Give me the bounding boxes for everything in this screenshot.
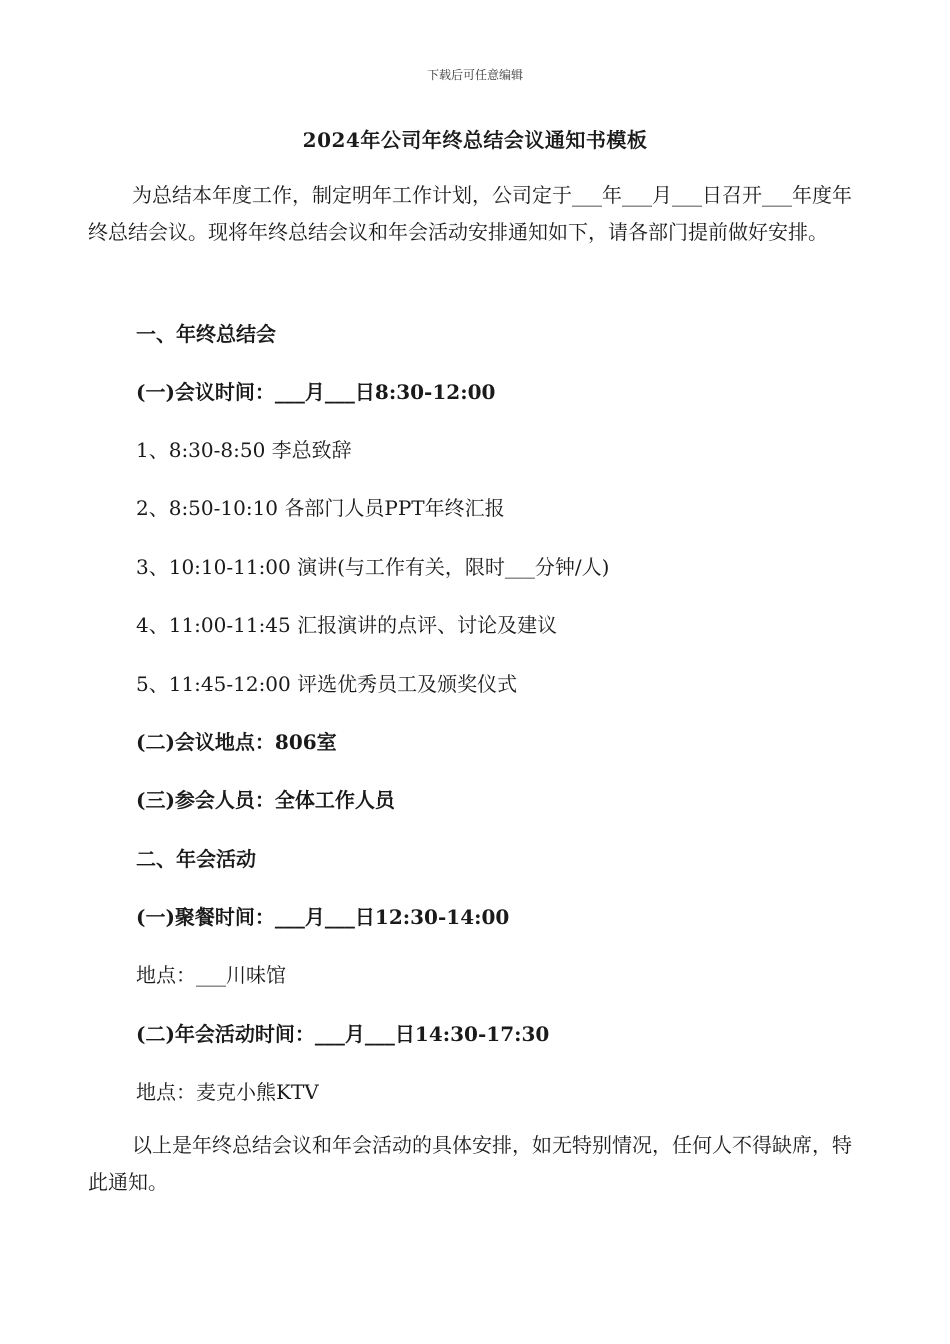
meeting-attendees: (三)参会人员：全体工作人员: [136, 788, 395, 812]
agenda-item: 5、11:45-12:00 评选优秀员工及颁奖仪式: [136, 672, 518, 696]
party-location: 地点：麦克小熊KTV: [136, 1080, 319, 1104]
agenda-item: 2、8:50-10:10 各部门人员PPT年终汇报: [136, 496, 505, 520]
agenda-item: 3、10:10-11:00 演讲(与工作有关，限时___分钟/人): [136, 555, 610, 579]
page-header: 下载后可任意编辑: [426, 68, 523, 82]
intro-paragraph: 为总结本年度工作，制定明年工作计划，公司定于___年___月___日召开___年度年终总结会议。现将年终总结会议和年会活动安排通知如下，请各部门提前做好安排。: [88, 183, 852, 244]
section1-heading: 一、年终总结会: [136, 322, 276, 346]
meeting-time: (一)会议时间：___月___日8:30-12:00: [136, 380, 496, 404]
dinner-time: (一)聚餐时间：___月___日12:30-14:00: [136, 905, 510, 929]
agenda-item: 1、8:30-8:50 李总致辞: [136, 438, 352, 462]
party-time: (二)年会活动时间：___月___日14:30-17:30: [136, 1022, 550, 1046]
section2-heading: 二、年会活动: [136, 847, 256, 871]
dinner-location: 地点：___川味馆: [136, 963, 286, 987]
closing-paragraph: 以上是年终总结会议和年会活动的具体安排，如无特别情况，任何人不得缺席，特此通知。: [88, 1133, 852, 1194]
document-title: 2024年公司年终总结会议通知书模板: [302, 128, 648, 152]
agenda-item: 4、11:00-11:45 汇报演讲的点评、讨论及建议: [136, 613, 558, 637]
meeting-location: (二)会议地点：806室: [136, 730, 337, 754]
